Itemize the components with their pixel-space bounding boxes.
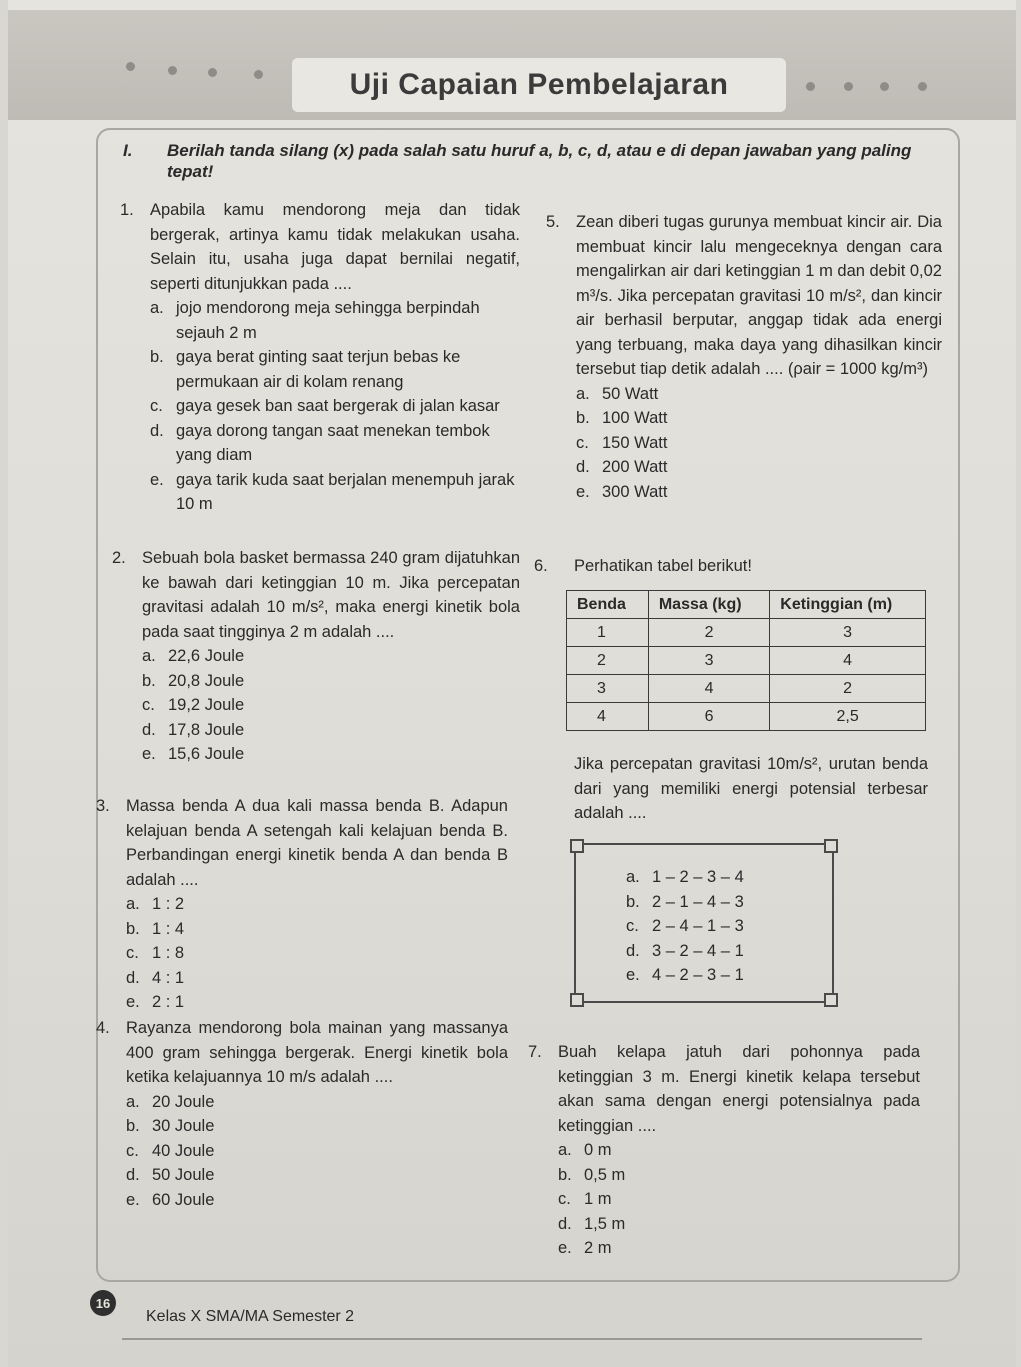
option-c[interactable] bbox=[558, 1187, 920, 1212]
option-letter: d. bbox=[558, 1214, 572, 1233]
option-text: 1 : 4 bbox=[152, 919, 185, 938]
option-c[interactable] bbox=[576, 431, 942, 456]
option-d[interactable] bbox=[576, 455, 942, 480]
option-letter: b. bbox=[126, 919, 140, 938]
question-intro: Perhatikan tabel berikut! bbox=[574, 557, 752, 575]
options-box bbox=[574, 843, 834, 1003]
option-text: 1,5 m bbox=[584, 1214, 626, 1233]
option-text: gaya berat ginting saat terjun bebas ke permukaan air di kolam renang bbox=[176, 348, 461, 391]
option-letter: b. bbox=[626, 892, 640, 911]
option-letter: d. bbox=[126, 968, 140, 987]
option-e[interactable] bbox=[142, 742, 520, 767]
option-e[interactable] bbox=[626, 963, 816, 988]
option-c[interactable] bbox=[126, 941, 508, 966]
option-text: 20 Joule bbox=[152, 1092, 215, 1111]
option-b[interactable] bbox=[150, 345, 520, 394]
option-text: gaya gesek ban saat bergerak di jalan kasar bbox=[176, 397, 500, 415]
option-text: 19,2 Joule bbox=[168, 696, 245, 714]
option-letter: b. bbox=[150, 348, 164, 366]
option-b[interactable] bbox=[142, 669, 520, 694]
option-text: 20,8 Joule bbox=[168, 671, 245, 690]
question-2 bbox=[112, 546, 520, 767]
table-cell: 4 bbox=[648, 675, 769, 703]
question-number: 1. bbox=[120, 201, 134, 219]
option-letter: c. bbox=[576, 433, 589, 452]
option-letter: a. bbox=[576, 384, 590, 403]
option-letter: a. bbox=[126, 1092, 140, 1111]
table-row bbox=[567, 675, 926, 703]
table-row bbox=[567, 703, 926, 731]
table-cell: 2 bbox=[648, 619, 769, 647]
option-d[interactable] bbox=[150, 419, 520, 468]
option-text: gaya dorong tangan saat menekan tembok yang diam bbox=[176, 421, 490, 464]
option-text: 1 : 8 bbox=[152, 944, 185, 962]
question-number: 2. bbox=[112, 549, 126, 567]
option-e[interactable] bbox=[558, 1236, 920, 1261]
table-cell: 1 bbox=[567, 619, 649, 647]
option-text: 300 Watt bbox=[602, 482, 668, 501]
option-d[interactable] bbox=[126, 1163, 508, 1188]
option-c[interactable] bbox=[142, 693, 520, 718]
option-letter: e. bbox=[626, 966, 640, 984]
option-letter: d. bbox=[142, 720, 156, 739]
column-header: Benda bbox=[567, 591, 649, 619]
decor-dot-icon bbox=[880, 82, 889, 91]
option-text: 150 Watt bbox=[602, 433, 668, 452]
option-b[interactable] bbox=[126, 917, 508, 942]
table-cell: 3 bbox=[567, 675, 649, 703]
question-4 bbox=[96, 1016, 508, 1212]
option-letter: a. bbox=[126, 895, 140, 913]
question-number: 5. bbox=[546, 213, 560, 231]
question-stem: Rayanza mendorong bola mainan yang massanya 400 gram sehingga bergerak. Energi kinetik bola ketika kelajuannya 10 m/s adalah .... bbox=[126, 1019, 508, 1086]
option-b[interactable] bbox=[558, 1163, 920, 1188]
page-number: 16 bbox=[90, 1290, 116, 1316]
option-letter: d. bbox=[126, 1166, 140, 1184]
option-text: 2 m bbox=[584, 1239, 612, 1257]
corner-ornament-icon bbox=[570, 993, 584, 1007]
table-cell: 3 bbox=[770, 619, 926, 647]
option-letter: c. bbox=[626, 917, 639, 935]
option-letter: e. bbox=[150, 470, 164, 489]
question-number: 6. bbox=[534, 557, 548, 575]
decor-dot-icon bbox=[168, 66, 177, 75]
corner-ornament-icon bbox=[824, 839, 838, 853]
corner-ornament-icon bbox=[570, 839, 584, 853]
data-table bbox=[566, 590, 926, 731]
option-text: 1 : 2 bbox=[152, 895, 185, 913]
option-a[interactable] bbox=[150, 296, 520, 345]
option-text: 4 : 1 bbox=[152, 968, 185, 987]
option-letter: c. bbox=[142, 696, 155, 714]
option-text: 22,6 Joule bbox=[168, 647, 245, 665]
instruction bbox=[123, 140, 953, 182]
option-c[interactable] bbox=[126, 1139, 508, 1164]
option-text: 0 m bbox=[584, 1141, 612, 1159]
option-letter: e. bbox=[126, 993, 140, 1011]
option-text: jojo mendorong meja sehingga berpindah sejauh 2 m bbox=[176, 299, 480, 342]
decor-dot-icon bbox=[918, 82, 927, 91]
table-cell: 4 bbox=[770, 647, 926, 675]
option-letter: a. bbox=[142, 647, 156, 665]
option-text: 60 Joule bbox=[152, 1190, 215, 1209]
option-letter: e. bbox=[576, 482, 590, 501]
decor-dot-icon bbox=[208, 68, 217, 77]
question-number: 4. bbox=[96, 1019, 110, 1037]
option-letter: b. bbox=[558, 1165, 572, 1184]
option-text: 50 Joule bbox=[152, 1166, 215, 1184]
table-row bbox=[567, 619, 926, 647]
option-e[interactable] bbox=[576, 480, 942, 505]
option-e[interactable] bbox=[126, 1188, 508, 1213]
option-d[interactable] bbox=[142, 718, 520, 743]
decor-dot-icon bbox=[844, 82, 853, 91]
option-text: 15,6 Joule bbox=[168, 745, 245, 763]
page-title: Uji Capaian Pembelajaran bbox=[292, 58, 786, 112]
option-c[interactable] bbox=[626, 914, 816, 939]
option-e[interactable] bbox=[150, 468, 520, 517]
option-letter: d. bbox=[626, 941, 640, 960]
option-letter: a. bbox=[558, 1141, 572, 1159]
option-text: 1 – 2 – 3 – 4 bbox=[652, 868, 744, 886]
option-text: gaya tarik kuda saat berjalan menempuh jarak 10 m bbox=[176, 470, 515, 513]
option-a[interactable] bbox=[126, 892, 508, 917]
option-d[interactable] bbox=[626, 939, 816, 964]
header-banner bbox=[8, 10, 1016, 120]
option-letter: b. bbox=[126, 1117, 140, 1135]
option-b[interactable] bbox=[626, 890, 816, 915]
option-b[interactable] bbox=[576, 406, 942, 431]
option-text: 50 Watt bbox=[602, 384, 659, 403]
option-a[interactable] bbox=[558, 1138, 920, 1163]
decor-dot-icon bbox=[254, 70, 263, 79]
table-cell: 2 bbox=[567, 647, 649, 675]
option-text: 100 Watt bbox=[602, 409, 668, 427]
option-text: 2 – 4 – 1 – 3 bbox=[652, 917, 744, 935]
option-text: 1 m bbox=[584, 1190, 612, 1208]
option-a[interactable] bbox=[142, 644, 520, 669]
option-letter: e. bbox=[558, 1239, 572, 1257]
option-a[interactable] bbox=[126, 1090, 508, 1115]
question-1 bbox=[120, 198, 520, 517]
option-text: 4 – 2 – 3 – 1 bbox=[652, 966, 744, 984]
option-text: 2 : 1 bbox=[152, 993, 185, 1011]
option-letter: e. bbox=[142, 745, 156, 763]
table-header-row bbox=[567, 591, 926, 619]
question-5 bbox=[546, 210, 942, 504]
question-stem: Buah kelapa jatuh dari pohonnya pada ketinggian 3 m. Energi kinetik kelapa tersebut akan sama dengan energi potensialnya pada ketinggian .... bbox=[558, 1043, 920, 1135]
option-letter: d. bbox=[150, 421, 164, 440]
option-d[interactable] bbox=[126, 966, 508, 991]
option-letter: c. bbox=[126, 1141, 139, 1160]
question-3 bbox=[96, 794, 508, 1015]
question-stem: Jika percepatan gravitasi 10m/s², urutan benda dari yang memiliki energi potensial terbesar adalah .... bbox=[574, 755, 928, 822]
question-stem: Sebuah bola basket bermassa 240 gram dijatuhkan ke bawah dari ketinggian 10 m. Jika percepatan gravitasi adalah 10 m/s², maka energi kinetik bola pada saat tingginya 2 m adalah .... bbox=[142, 549, 520, 641]
question-7 bbox=[528, 1040, 920, 1261]
question-stem: Massa benda A dua kali massa benda B. Adapun kelajuan benda A setengah kali kelajuan benda B. Perbandingan energi kinetik benda A dan benda B adalah .... bbox=[126, 797, 508, 889]
corner-ornament-icon bbox=[824, 993, 838, 1007]
option-a[interactable] bbox=[626, 865, 816, 890]
option-c[interactable] bbox=[150, 394, 520, 419]
question-number: 7. bbox=[528, 1043, 542, 1061]
decor-dot-icon bbox=[806, 82, 815, 91]
option-letter: c. bbox=[126, 944, 139, 962]
option-a[interactable] bbox=[576, 382, 942, 407]
option-text: 3 – 2 – 4 – 1 bbox=[652, 941, 744, 960]
option-text: 0,5 m bbox=[584, 1165, 626, 1184]
table-cell: 6 bbox=[648, 703, 769, 731]
option-letter: c. bbox=[558, 1190, 571, 1208]
table-cell: 3 bbox=[648, 647, 769, 675]
question-stem: Apabila kamu mendorong meja dan tidak bergerak, artinya kamu tidak melakukan usaha. Selain itu, usaha juga dapat bernilai negatif, seperti ditunjukkan pada .... bbox=[150, 201, 520, 293]
option-letter: e. bbox=[126, 1190, 140, 1209]
table-cell: 4 bbox=[567, 703, 649, 731]
option-letter: c. bbox=[150, 397, 163, 415]
table-cell: 2,5 bbox=[770, 703, 926, 731]
option-letter: d. bbox=[576, 458, 590, 476]
option-text: 17,8 Joule bbox=[168, 720, 245, 739]
option-text: 200 Watt bbox=[602, 458, 668, 476]
option-text: 40 Joule bbox=[152, 1141, 215, 1160]
question-6-options bbox=[596, 865, 816, 988]
footer-divider bbox=[122, 1338, 922, 1340]
question-stem: Zean diberi tugas gurunya membuat kincir air. Dia membuat kincir lalu mengeceknya dengan cara mengalirkan air dari ketinggian 1 m dan debit 0,02 m³/s. Jika percepatan gravitasi 10 m/s², dan kincir air berhasil berputar, anggap tidak ada energi yang terbuang, maka daya yang dihasilkan kincir tersebut tiap detik adalah .... (ρair = 1000 kg/m³) bbox=[576, 213, 942, 378]
column-header: Massa (kg) bbox=[648, 591, 769, 619]
option-letter: a. bbox=[150, 299, 164, 317]
decor-dot-icon bbox=[126, 62, 135, 71]
question-6 bbox=[534, 554, 934, 579]
option-e[interactable] bbox=[126, 990, 508, 1015]
option-b[interactable] bbox=[126, 1114, 508, 1139]
textbook-page bbox=[8, 0, 1016, 1367]
table-row bbox=[567, 647, 926, 675]
column-header: Ketinggian (m) bbox=[770, 591, 926, 619]
option-letter: a. bbox=[626, 868, 640, 886]
option-d[interactable] bbox=[558, 1212, 920, 1237]
instruction-text: Berilah tanda silang (x) pada salah satu huruf a, b, c, d, atau e di depan jawaban yang paling tepat! bbox=[167, 141, 912, 181]
option-letter: b. bbox=[576, 409, 590, 427]
option-letter: b. bbox=[142, 671, 156, 690]
question-6-stem bbox=[574, 752, 928, 826]
table-cell: 2 bbox=[770, 675, 926, 703]
option-text: 30 Joule bbox=[152, 1117, 215, 1135]
instruction-number: I. bbox=[123, 141, 133, 160]
footer-text: Kelas X SMA/MA Semester 2 bbox=[146, 1308, 355, 1325]
question-number: 3. bbox=[96, 797, 110, 815]
option-text: 2 – 1 – 4 – 3 bbox=[652, 892, 744, 911]
